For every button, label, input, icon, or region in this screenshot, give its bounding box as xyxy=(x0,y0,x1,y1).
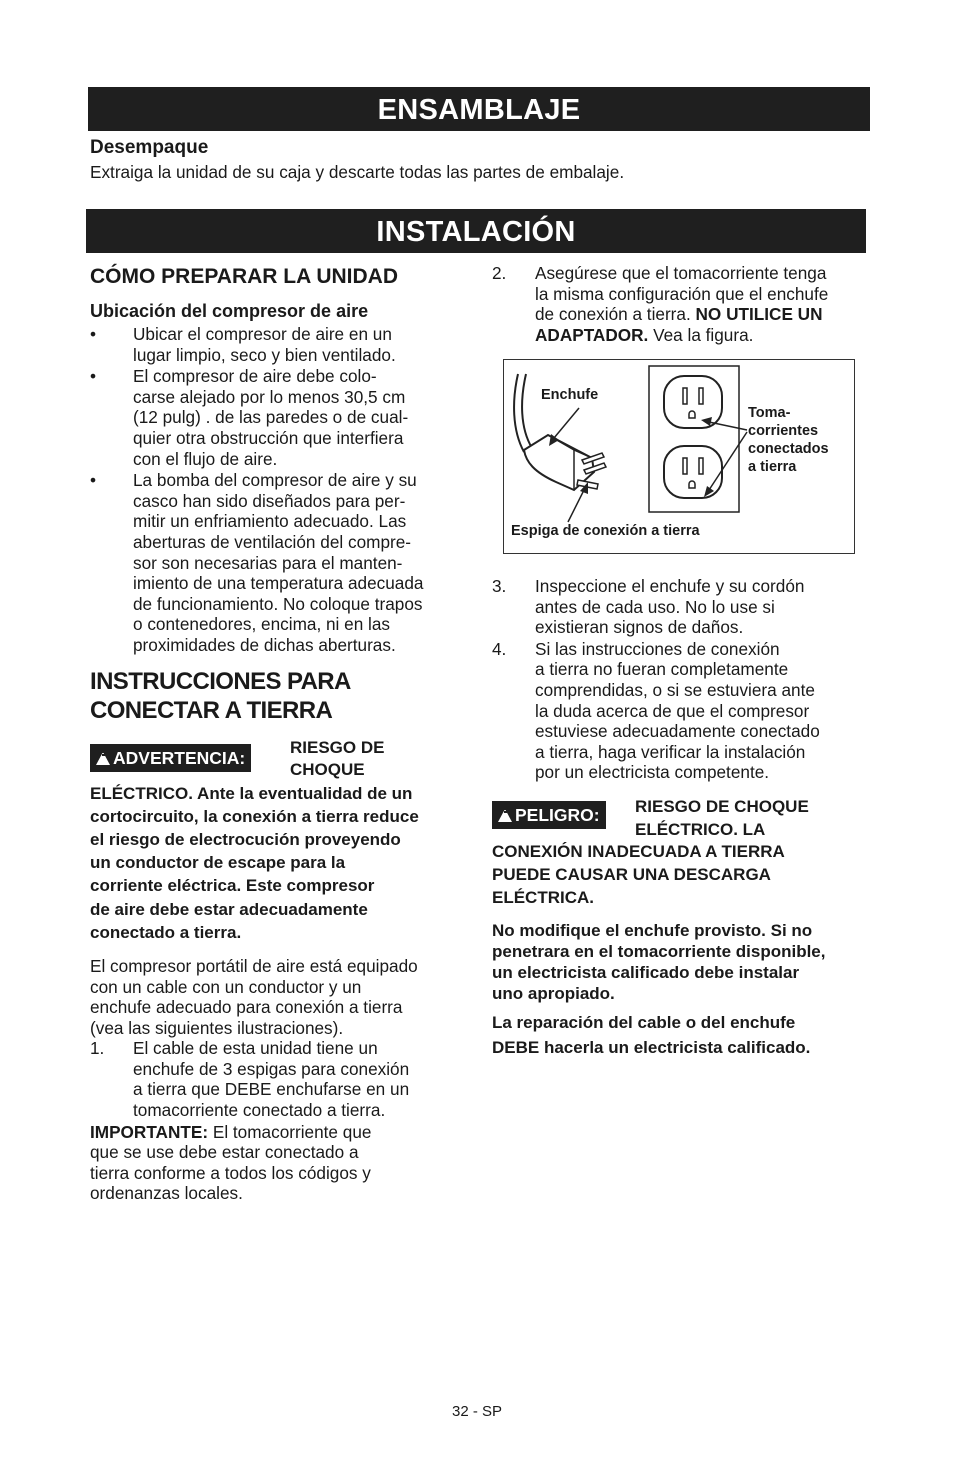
item-number: 3. xyxy=(492,576,507,596)
item-number: 1. xyxy=(90,1038,105,1059)
warning-head-line: RIESGO DE xyxy=(290,737,385,757)
item-line: por un electricista competente. xyxy=(535,762,770,783)
bullet-line: El compresor de aire debe colo- xyxy=(133,366,377,387)
warning-head xyxy=(90,738,465,782)
bullet-line: carse alejado por lo menos 30,5 cm xyxy=(133,386,406,407)
danger-label: PELIGRO: xyxy=(515,804,600,825)
item-text xyxy=(535,639,872,783)
warning-line: conectado a tierra. xyxy=(90,922,242,942)
item-number: 2. xyxy=(492,263,507,283)
item-text: Vea la figura. xyxy=(648,324,754,345)
item-line: comprendidas, o si se estuviera ante xyxy=(535,679,815,700)
assembly-banner: ENSAMBLAJE xyxy=(88,87,870,131)
important-note xyxy=(90,1122,465,1204)
unpacking-title: Desempaque xyxy=(90,137,209,158)
bullet-line: con el flujo de aire. xyxy=(133,448,278,469)
bullet-item xyxy=(90,366,465,469)
grounding-item-3 xyxy=(492,576,872,638)
bullet-line: de funcionamiento. No coloque trapos xyxy=(133,593,423,614)
modify-line: penetrara en el tomacorriente disponible, xyxy=(492,941,826,961)
outlet-label-line: a tierra xyxy=(748,459,797,475)
warning-head-line: CHOQUE xyxy=(290,759,365,779)
warning-text xyxy=(90,782,465,944)
item-line: Asegúrese que el tomacorriente tenga xyxy=(535,263,827,283)
important-lines xyxy=(90,1142,465,1204)
item-line: a tierra no fueran completamente xyxy=(535,659,789,680)
location-title: Ubicación del compresor de aire xyxy=(90,301,369,321)
item-line: la duda acerca de que el compresor xyxy=(535,700,810,721)
modify-line: uno apropiado. xyxy=(492,983,615,1003)
warning-line: ELÉCTRICO. Ante la eventualidad de un xyxy=(90,783,413,803)
warning-line: corriente eléctrica. Este compresor xyxy=(90,876,375,896)
bullet-mark: • xyxy=(90,470,97,491)
item-line: enchufe de 3 espigas para conexión xyxy=(133,1058,410,1079)
grounding-item-2 xyxy=(492,263,872,345)
intro-line: enchufe adecuado para conexión a tierra xyxy=(90,997,403,1018)
warning-line: de aire debe estar adecuadamente xyxy=(90,899,368,919)
unpacking-text: Extraiga la unidad de su caja y descarte todas las partes de embalaje. xyxy=(90,162,625,182)
item-text: de conexión a tierra. xyxy=(535,304,696,325)
item-text-bold: NO UTILICE UN xyxy=(695,304,823,325)
warning-line: el riesgo de electrocución proveyendo xyxy=(90,829,401,849)
danger-triangle-icon xyxy=(498,801,515,830)
bullet-line: o contenedores, encima, ni en las xyxy=(133,614,391,635)
item-text xyxy=(535,263,872,304)
bullet-line: aberturas de ventilación del compre- xyxy=(133,531,412,552)
warning-line: cortocircuito, la conexión a tierra reduce xyxy=(90,806,419,826)
bullet-line: casco han sido diseñados para per- xyxy=(133,490,406,511)
outlet-label-line: conectados xyxy=(748,441,829,457)
danger-line: PUEDE CAUSAR UNA DESCARGA xyxy=(492,864,771,884)
modify-note xyxy=(492,920,872,1004)
item-text-bold: ADAPTADOR. xyxy=(535,324,649,345)
item-line: estuviese adecuadamente conectado xyxy=(535,721,820,742)
grounding-title-line: INSTRUCCIONES PARA xyxy=(90,667,351,695)
bullet-line: Ubicar el compresor de aire en un xyxy=(133,324,392,344)
bullet-line: lugar limpio, seco y bien ventilado. xyxy=(133,344,396,365)
repair-line: DEBE hacerla un electricista calificado. xyxy=(492,1037,811,1057)
outlet-label-line: corrientes xyxy=(748,423,819,439)
danger-line: ELÉCTRICA. xyxy=(492,887,594,907)
bullet-mark: • xyxy=(90,324,97,344)
item-line: El cable de esta unidad tiene un xyxy=(133,1038,378,1059)
bullet-line: mitir un enfriamiento adecuado. Las xyxy=(133,511,407,532)
danger-head-line: ELÉCTRICO. LA xyxy=(635,819,766,839)
intro-line: con un cable con un conductor y un xyxy=(90,976,362,997)
bullet-line: proximidades de dichas aberturas. xyxy=(133,634,396,655)
grounding-figure xyxy=(503,359,855,554)
warning-line: un conductor de escape para la xyxy=(90,853,346,873)
item-line: la misma configuración que el enchufe xyxy=(535,283,829,304)
item-line: Inspeccione el enchufe y su cordón xyxy=(535,576,805,596)
bullet-mark: • xyxy=(90,366,97,387)
intro-line: El compresor portátil de aire está equipado xyxy=(90,955,418,976)
repair-line: La reparación del cable o del enchufe xyxy=(492,1012,796,1032)
location-bullets xyxy=(90,324,465,656)
item-text xyxy=(535,576,872,638)
bullet-line: (12 pulg) . de las paredes o de cual- xyxy=(133,407,409,428)
bullet-line: sor son necesarias para el manten- xyxy=(133,552,403,573)
warning-badge xyxy=(90,744,251,772)
grounding-title-line: CONECTAR A TIERRA xyxy=(90,696,333,724)
important-line: que se use debe estar conectado a xyxy=(90,1142,359,1163)
item-text xyxy=(133,1038,465,1120)
bullet-line: imiento de una temperatura adecuada xyxy=(133,573,424,594)
outlet-label-line: Toma- xyxy=(748,405,791,421)
right-column-bottom xyxy=(492,576,872,1060)
item-line: a tierra, haga verificar la instalación xyxy=(535,741,806,762)
bullet-line: quier otra obstrucción que interfiera xyxy=(133,427,404,448)
grounding-title xyxy=(90,667,465,725)
item-number: 4. xyxy=(492,638,507,659)
item-line: existieran signos de daños. xyxy=(535,617,744,638)
bullet-item xyxy=(90,324,465,365)
item-line: a tierra que DEBE enchufarse en un xyxy=(133,1079,410,1100)
right-column-top xyxy=(492,263,872,345)
grounding-item-4 xyxy=(492,639,872,783)
modify-line: No modifique el enchufe provisto. Si no xyxy=(492,920,813,940)
page-number: 32 - SP xyxy=(451,1403,503,1420)
bullet-line: La bomba del compresor de aire y su xyxy=(133,470,417,491)
plug-label: Enchufe xyxy=(541,387,599,403)
important-line: tierra conforme a todos los códigos y xyxy=(90,1162,371,1183)
danger-head-text xyxy=(635,795,809,841)
pin-label: Espiga de conexión a tierra xyxy=(511,523,700,539)
danger-line: CONEXIÓN INADECUADA A TIERRA xyxy=(492,841,785,861)
important-label: IMPORTANTE: xyxy=(90,1121,209,1142)
repair-note xyxy=(492,1010,872,1060)
danger-badge xyxy=(492,801,606,829)
outlet-label xyxy=(748,404,829,476)
important-text: El tomacorriente que xyxy=(208,1121,372,1142)
grounding-item-1 xyxy=(90,1038,465,1120)
intro-line: (vea las siguientes ilustraciones). xyxy=(90,1017,344,1038)
danger-text xyxy=(492,840,872,909)
warning-head-text xyxy=(290,737,384,781)
left-column xyxy=(90,264,465,1204)
item-line: Si las instrucciones de conexión xyxy=(535,638,780,659)
item-line: tomacorriente conectado a tierra. xyxy=(133,1100,386,1121)
prepare-title: CÓMO PREPARAR LA UNIDAD xyxy=(90,265,398,288)
important-line: ordenanzas locales. xyxy=(90,1183,243,1204)
grounding-intro xyxy=(90,956,465,1038)
warning-label: ADVERTENCIA: xyxy=(113,747,246,768)
installation-banner: INSTALACIÓN xyxy=(86,209,866,253)
modify-line: un electricista calificado debe instalar xyxy=(492,962,800,982)
bullet-item xyxy=(90,470,465,655)
warning-triangle-icon xyxy=(96,744,113,773)
danger-head xyxy=(492,794,872,840)
danger-head-line: RIESGO DE CHOQUE xyxy=(635,796,809,816)
item-line: antes de cada uso. No lo use si xyxy=(535,596,775,617)
